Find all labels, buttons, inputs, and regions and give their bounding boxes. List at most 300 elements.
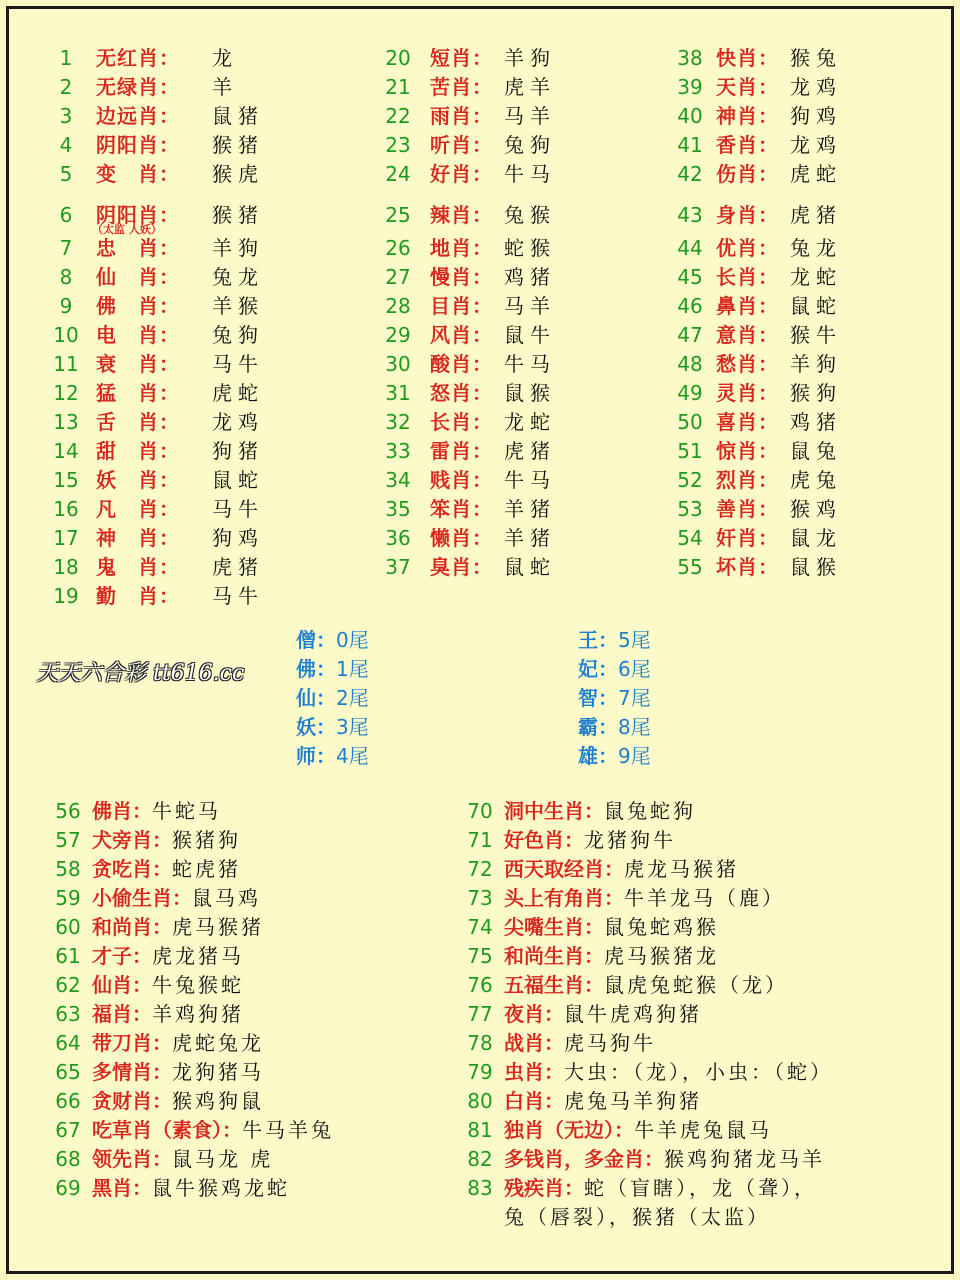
row-label: 长肖： bbox=[430, 410, 493, 434]
tail-label: 僧： bbox=[296, 628, 336, 652]
row-value: 鼠蛇 bbox=[504, 555, 556, 579]
row-value: 虎马猴猪龙 bbox=[604, 944, 719, 968]
row-label: 善肖： bbox=[716, 497, 779, 521]
row-number: 65 bbox=[55, 1060, 81, 1084]
row-number: 27 bbox=[385, 265, 411, 289]
row-number: 66 bbox=[55, 1089, 81, 1113]
row-body bbox=[504, 1145, 825, 1174]
row-value: 猴牛 bbox=[790, 323, 842, 347]
row-label: 仙 肖： bbox=[96, 265, 180, 289]
row-label: 舌 肖： bbox=[96, 410, 180, 434]
row-number: 51 bbox=[677, 439, 703, 463]
tail-value: 9尾 bbox=[618, 744, 651, 768]
row-label: 地肖： bbox=[430, 236, 493, 260]
row-number: 21 bbox=[385, 75, 411, 99]
zodiac-row bbox=[48, 884, 488, 913]
row-label: 懒肖： bbox=[430, 526, 493, 550]
row-value: 鼠牛猴鸡龙蛇 bbox=[152, 1176, 290, 1200]
row-number: 10 bbox=[53, 323, 79, 347]
row-number: 24 bbox=[385, 162, 411, 186]
zodiac-row bbox=[50, 201, 310, 236]
zodiac-row bbox=[378, 292, 638, 321]
row-value: 鼠马龙 虎 bbox=[172, 1147, 274, 1171]
row-body bbox=[504, 884, 785, 913]
row-body bbox=[504, 797, 696, 826]
row-value: 虎羊 bbox=[504, 75, 556, 99]
row-label: 阴阳肖： bbox=[96, 203, 180, 227]
zodiac-row bbox=[48, 942, 488, 971]
row-body bbox=[92, 797, 221, 826]
row-label: 雷肖： bbox=[430, 439, 493, 463]
row-label: 贪财肖： bbox=[92, 1089, 172, 1113]
row-label: 白肖： bbox=[504, 1089, 564, 1113]
row-body bbox=[92, 913, 264, 942]
row-label: 意肖： bbox=[716, 323, 779, 347]
row-value: 马牛 bbox=[212, 497, 264, 521]
row-value: 牛羊龙马（鹿） bbox=[624, 886, 785, 910]
zodiac-row bbox=[50, 44, 310, 73]
row-value: 蛇虎猪 bbox=[172, 857, 241, 881]
tail-label: 妖： bbox=[296, 715, 336, 739]
row-number: 53 bbox=[677, 497, 703, 521]
row-number: 73 bbox=[467, 886, 493, 910]
row-label: 五福生肖： bbox=[504, 973, 604, 997]
row-value: 龙鸡 bbox=[790, 133, 842, 157]
zodiac-row bbox=[378, 102, 638, 131]
zodiac-row bbox=[378, 160, 638, 189]
row-number: 25 bbox=[385, 203, 411, 227]
row-label: 阴阳肖： bbox=[96, 133, 180, 157]
row-value: 鼠猴 bbox=[790, 555, 842, 579]
row-body bbox=[504, 1087, 702, 1116]
row-number: 50 bbox=[677, 410, 703, 434]
row-number: 2 bbox=[59, 75, 73, 99]
row-value: 羊猪 bbox=[504, 526, 556, 550]
row-number: 56 bbox=[55, 799, 81, 823]
row-number: 8 bbox=[59, 265, 73, 289]
row-number: 14 bbox=[53, 439, 79, 463]
row-number: 77 bbox=[467, 1002, 493, 1026]
row-number: 75 bbox=[467, 944, 493, 968]
row-value: 虎龙马猴猪 bbox=[624, 857, 739, 881]
zodiac-row bbox=[48, 826, 488, 855]
zodiac-row bbox=[670, 495, 930, 524]
row-number: 18 bbox=[53, 555, 79, 579]
row-number: 1 bbox=[59, 46, 73, 70]
row-value: 牛马 bbox=[504, 352, 556, 376]
row-value: 牛马 bbox=[504, 162, 556, 186]
tail-label: 师： bbox=[296, 744, 336, 768]
row-value: 虎兔马羊狗猪 bbox=[564, 1089, 702, 1113]
row-value: 龙 bbox=[212, 46, 238, 70]
zodiac-row bbox=[378, 379, 638, 408]
row-body bbox=[504, 826, 676, 855]
row-label: 领先肖： bbox=[92, 1147, 172, 1171]
row-label: 喜肖： bbox=[716, 410, 779, 434]
row-label: 黑肖： bbox=[92, 1176, 152, 1200]
row-value: 龙猪狗牛 bbox=[584, 828, 676, 852]
row-number: 59 bbox=[55, 886, 81, 910]
zodiac-row bbox=[460, 913, 900, 942]
zodiac-row bbox=[50, 553, 310, 582]
zodiac-row bbox=[460, 1145, 900, 1174]
zodiac-row bbox=[670, 102, 930, 131]
row-value: 鼠猪 bbox=[212, 104, 264, 128]
tail-value: 7尾 bbox=[618, 686, 651, 710]
zodiac-row bbox=[50, 582, 310, 611]
zodiac-row bbox=[378, 44, 638, 73]
row-value: 鼠虎兔蛇猴（龙） bbox=[604, 973, 788, 997]
row-value: 羊 bbox=[212, 75, 238, 99]
row-label: 吃草肖（素食）： bbox=[92, 1118, 242, 1142]
tail-value: 3尾 bbox=[336, 715, 369, 739]
row-body bbox=[504, 913, 719, 942]
row-number: 16 bbox=[53, 497, 79, 521]
row-value: 虎猪 bbox=[212, 555, 264, 579]
zodiac-row bbox=[48, 971, 488, 1000]
zodiac-row bbox=[378, 350, 638, 379]
row-number: 45 bbox=[677, 265, 703, 289]
row-value: 牛兔猴蛇 bbox=[152, 973, 244, 997]
row-note: （太监 人妖） bbox=[92, 223, 162, 236]
row-label: 好色肖： bbox=[504, 828, 584, 852]
row-label: 风肖： bbox=[430, 323, 493, 347]
row-number: 37 bbox=[385, 555, 411, 579]
row-value: 虎猪 bbox=[790, 203, 842, 227]
row-label: 和尚肖： bbox=[92, 915, 172, 939]
tail-value: 5尾 bbox=[618, 628, 651, 652]
row-value: 鼠兔蛇鸡猴 bbox=[604, 915, 719, 939]
row-body bbox=[92, 1116, 334, 1145]
row-value: 羊狗 bbox=[790, 352, 842, 376]
row-label: 慢肖： bbox=[430, 265, 493, 289]
tail-item bbox=[578, 655, 651, 684]
row-number: 79 bbox=[467, 1060, 493, 1084]
row-label: 勤 肖： bbox=[96, 584, 180, 608]
zodiac-row bbox=[460, 1116, 900, 1145]
row-number: 57 bbox=[55, 828, 81, 852]
zodiac-row bbox=[50, 131, 310, 160]
tail-item bbox=[296, 626, 369, 655]
tail-item bbox=[296, 713, 369, 742]
zodiac-row bbox=[378, 495, 638, 524]
zodiac-row bbox=[460, 1087, 900, 1116]
row-value: 龙鸡 bbox=[790, 75, 842, 99]
row-label: 雨肖： bbox=[430, 104, 493, 128]
zodiac-row bbox=[670, 466, 930, 495]
row-number: 48 bbox=[677, 352, 703, 376]
row-number: 41 bbox=[677, 133, 703, 157]
row-number: 71 bbox=[467, 828, 493, 852]
zodiac-row bbox=[378, 553, 638, 582]
zodiac-row bbox=[670, 201, 930, 230]
zodiac-row bbox=[378, 524, 638, 553]
row-label: 妖 肖： bbox=[96, 468, 180, 492]
row-label: 猛 肖： bbox=[96, 381, 180, 405]
zodiac-row bbox=[48, 797, 488, 826]
row-value: 猴鸡 bbox=[790, 497, 842, 521]
row-value: 猴鸡狗鼠 bbox=[172, 1089, 264, 1113]
zodiac-row bbox=[670, 160, 930, 189]
row-label: 战肖： bbox=[504, 1031, 564, 1055]
row-value: 兔狗 bbox=[504, 133, 556, 157]
zodiac-row bbox=[460, 942, 900, 971]
zodiac-row bbox=[460, 1000, 900, 1029]
tail-label: 仙： bbox=[296, 686, 336, 710]
row-number: 63 bbox=[55, 1002, 81, 1026]
row-number: 9 bbox=[59, 294, 73, 318]
row-number: 52 bbox=[677, 468, 703, 492]
row-value: 龙鸡 bbox=[212, 410, 264, 434]
zodiac-row bbox=[48, 1087, 488, 1116]
tail-value: 4尾 bbox=[336, 744, 369, 768]
tail-item bbox=[578, 684, 651, 713]
row-value: 虎猪 bbox=[504, 439, 556, 463]
zodiac-row bbox=[50, 524, 310, 553]
row-value: 马牛 bbox=[212, 352, 264, 376]
row-label: 凡 肖： bbox=[96, 497, 180, 521]
zodiac-row bbox=[50, 350, 310, 379]
row-label: 甜 肖： bbox=[96, 439, 180, 463]
tail-label: 妃： bbox=[578, 657, 618, 681]
row-number: 40 bbox=[677, 104, 703, 128]
row-label: 目肖： bbox=[430, 294, 493, 318]
zodiac-row bbox=[460, 1058, 900, 1087]
row-number: 17 bbox=[53, 526, 79, 550]
row-body bbox=[92, 1174, 290, 1203]
tail-value: 1尾 bbox=[336, 657, 369, 681]
row-label: 烈肖： bbox=[716, 468, 779, 492]
row-value: 羊狗 bbox=[212, 236, 264, 260]
zodiac-row bbox=[670, 73, 930, 102]
row-number: 74 bbox=[467, 915, 493, 939]
row-label: 残疾肖： bbox=[504, 1176, 584, 1200]
tail-item bbox=[578, 626, 651, 655]
row-value: 鼠牛虎鸡狗猪 bbox=[564, 1002, 702, 1026]
zodiac-row bbox=[50, 160, 310, 189]
row-value: 鸡猪 bbox=[504, 265, 556, 289]
row-body bbox=[504, 1000, 702, 1029]
row-number: 72 bbox=[467, 857, 493, 881]
row-label: 夜肖： bbox=[504, 1002, 564, 1026]
row-label: 奸肖： bbox=[716, 526, 779, 550]
row-body bbox=[504, 1058, 833, 1087]
row-label: 犬旁肖： bbox=[92, 828, 172, 852]
zodiac-row bbox=[50, 495, 310, 524]
row-number: 46 bbox=[677, 294, 703, 318]
row-value: 鸡猪 bbox=[790, 410, 842, 434]
zodiac-row bbox=[670, 379, 930, 408]
tail-value: 8尾 bbox=[618, 715, 651, 739]
row-label: 坏肖： bbox=[716, 555, 779, 579]
row-number: 68 bbox=[55, 1147, 81, 1171]
row-label: 贪吃肖： bbox=[92, 857, 172, 881]
zodiac-row bbox=[48, 1116, 488, 1145]
row-label: 西天取经肖： bbox=[504, 857, 624, 881]
row-value: 大虫：（龙），小虫：（蛇） bbox=[564, 1060, 833, 1084]
row-label: 洞中生肖： bbox=[504, 799, 604, 823]
zodiac-row bbox=[50, 466, 310, 495]
row-label: 多钱肖，多金肖： bbox=[504, 1147, 664, 1171]
row-number: 39 bbox=[677, 75, 703, 99]
row-value: 马羊 bbox=[504, 104, 556, 128]
row-label: 小偷生肖： bbox=[92, 886, 192, 910]
zodiac-row bbox=[670, 350, 930, 379]
row-value: 蛇猴 bbox=[504, 236, 556, 260]
row-label: 怒肖： bbox=[430, 381, 493, 405]
row-label: 变 肖： bbox=[96, 162, 180, 186]
tail-item bbox=[296, 655, 369, 684]
row-value: 龙蛇 bbox=[790, 265, 842, 289]
row-label: 快肖： bbox=[716, 46, 779, 70]
row-value: 虎龙猪马 bbox=[152, 944, 244, 968]
row-value: 蛇（盲瞎），龙（聋）， bbox=[584, 1176, 817, 1200]
row-value: 猴猪 bbox=[212, 203, 264, 227]
row-value: 虎蛇兔龙 bbox=[172, 1031, 264, 1055]
row-number: 11 bbox=[53, 352, 79, 376]
row-number: 4 bbox=[59, 133, 73, 157]
zodiac-row bbox=[50, 73, 310, 102]
row-label: 忠 肖： bbox=[96, 236, 180, 260]
zodiac-row bbox=[48, 1145, 488, 1174]
row-value: 虎蛇 bbox=[212, 381, 264, 405]
row-value: 兔猴 bbox=[504, 203, 556, 227]
row-label: 短肖： bbox=[430, 46, 493, 70]
row-body bbox=[92, 1000, 244, 1029]
row-label: 衰 肖： bbox=[96, 352, 180, 376]
row-body bbox=[92, 855, 241, 884]
row-label: 独肖（无边）： bbox=[504, 1118, 634, 1142]
zodiac-row bbox=[378, 321, 638, 350]
tail-item bbox=[296, 742, 369, 771]
row-value: 狗猪 bbox=[212, 439, 264, 463]
row-label: 惊肖： bbox=[716, 439, 779, 463]
zodiac-row bbox=[48, 1174, 488, 1203]
row-body bbox=[92, 1145, 273, 1174]
zodiac-row bbox=[48, 1029, 488, 1058]
row-value: 牛马 bbox=[504, 468, 556, 492]
row-label: 愁肖： bbox=[716, 352, 779, 376]
row-number: 32 bbox=[385, 410, 411, 434]
zodiac-row bbox=[50, 234, 310, 263]
row-value: 鼠龙 bbox=[790, 526, 842, 550]
row-number: 78 bbox=[467, 1031, 493, 1055]
row-label: 辣肖： bbox=[430, 203, 493, 227]
tail-label: 霸： bbox=[578, 715, 618, 739]
row-label: 鬼 肖： bbox=[96, 555, 180, 579]
row-number: 28 bbox=[385, 294, 411, 318]
zodiac-row bbox=[460, 1174, 900, 1203]
tail-label: 雄： bbox=[578, 744, 618, 768]
row-number: 67 bbox=[55, 1118, 81, 1142]
zodiac-row bbox=[670, 408, 930, 437]
row-label: 和尚生肖： bbox=[504, 944, 604, 968]
row-number: 54 bbox=[677, 526, 703, 550]
row-value: 龙蛇 bbox=[504, 410, 556, 434]
row-number: 12 bbox=[53, 381, 79, 405]
tail-value: 2尾 bbox=[336, 686, 369, 710]
row-body bbox=[92, 971, 244, 1000]
row-number: 31 bbox=[385, 381, 411, 405]
row-number: 47 bbox=[677, 323, 703, 347]
row-value: 虎马狗牛 bbox=[564, 1031, 656, 1055]
tail-label: 佛： bbox=[296, 657, 336, 681]
row-value: 兔狗 bbox=[212, 323, 264, 347]
row-body bbox=[504, 1174, 817, 1203]
row-value: 龙狗猪马 bbox=[172, 1060, 264, 1084]
row-label: 仙肖： bbox=[92, 973, 152, 997]
row-label: 好肖： bbox=[430, 162, 493, 186]
row-number: 26 bbox=[385, 236, 411, 260]
row-number: 29 bbox=[385, 323, 411, 347]
row-label: 长肖： bbox=[716, 265, 779, 289]
row-value: 羊猪 bbox=[504, 497, 556, 521]
zodiac-row bbox=[50, 263, 310, 292]
row-body bbox=[504, 971, 788, 1000]
row-label: 笨肖： bbox=[430, 497, 493, 521]
row-body bbox=[504, 855, 739, 884]
row-label: 神肖： bbox=[716, 104, 779, 128]
row-label: 听肖： bbox=[430, 133, 493, 157]
row-number: 76 bbox=[467, 973, 493, 997]
row-label: 带刀肖： bbox=[92, 1031, 172, 1055]
zodiac-row bbox=[50, 437, 310, 466]
row-number: 22 bbox=[385, 104, 411, 128]
zodiac-row bbox=[378, 437, 638, 466]
row-number: 5 bbox=[59, 162, 73, 186]
row-body bbox=[92, 884, 261, 913]
row-value: 鼠兔蛇狗 bbox=[604, 799, 696, 823]
row-label: 天肖： bbox=[716, 75, 779, 99]
zodiac-row bbox=[378, 263, 638, 292]
zodiac-row bbox=[460, 1029, 900, 1058]
row-body bbox=[92, 1029, 264, 1058]
row-number: 82 bbox=[467, 1147, 493, 1171]
tail-item bbox=[296, 684, 369, 713]
row-label: 尖嘴生肖： bbox=[504, 915, 604, 939]
row-number: 80 bbox=[467, 1089, 493, 1113]
row-value: 猴兔 bbox=[790, 46, 842, 70]
row-label: 福肖： bbox=[92, 1002, 152, 1026]
row-body bbox=[92, 826, 241, 855]
row-label: 神 肖： bbox=[96, 526, 180, 550]
row-value: 牛蛇马 bbox=[152, 799, 221, 823]
row-body bbox=[92, 1087, 264, 1116]
row-number: 43 bbox=[677, 203, 703, 227]
zodiac-row bbox=[48, 1058, 488, 1087]
row-number: 7 bbox=[59, 236, 73, 260]
row-number: 55 bbox=[677, 555, 703, 579]
row-label: 身肖： bbox=[716, 203, 779, 227]
row-label: 香肖： bbox=[716, 133, 779, 157]
row-value: 鼠蛇 bbox=[212, 468, 264, 492]
row-value: 牛马羊兔 bbox=[242, 1118, 334, 1142]
row-number: 36 bbox=[385, 526, 411, 550]
row-value: 鼠牛 bbox=[504, 323, 556, 347]
row-number: 69 bbox=[55, 1176, 81, 1200]
zodiac-row bbox=[460, 855, 900, 884]
row-value: 鼠兔 bbox=[790, 439, 842, 463]
zodiac-row bbox=[670, 524, 930, 553]
row-body bbox=[92, 1058, 264, 1087]
row-number: 81 bbox=[467, 1118, 493, 1142]
row-number: 49 bbox=[677, 381, 703, 405]
row-label: 优肖： bbox=[716, 236, 779, 260]
row-number: 38 bbox=[677, 46, 703, 70]
row-value: 猴猪 bbox=[212, 133, 264, 157]
row-label: 佛 肖： bbox=[96, 294, 180, 318]
row-body bbox=[92, 942, 244, 971]
